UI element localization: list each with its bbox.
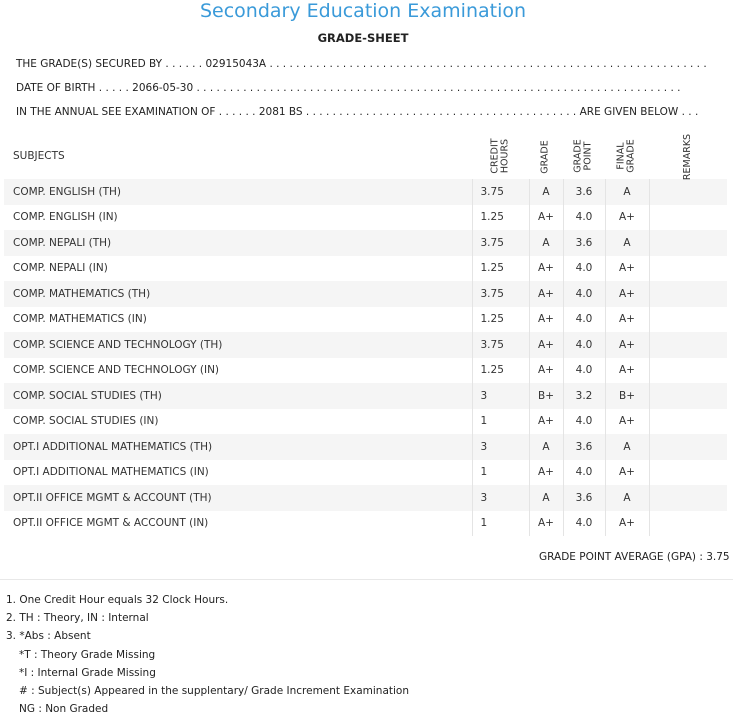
grade-table xyxy=(4,132,727,536)
credit-hours-cell: 3.75 xyxy=(472,179,529,205)
subject-cell: OPT.I ADDITIONAL MATHEMATICS (IN) xyxy=(4,460,472,486)
note-item: # : Subject(s) Appeared in the supplentary/ Grade Increment Examination xyxy=(19,684,409,697)
notes-divider xyxy=(0,579,733,580)
credit-hours-cell: 1.25 xyxy=(472,205,529,231)
credit-hours-header-line1: CREDIT xyxy=(489,137,501,174)
credit-hours-cell: 1 xyxy=(472,511,529,537)
remarks-header xyxy=(649,132,727,179)
grade-point-cell: 3.6 xyxy=(563,230,605,256)
final-grade-cell: A xyxy=(605,485,649,511)
grade-cell: A xyxy=(529,434,563,460)
grade-point-header xyxy=(563,132,605,179)
credit-hours-cell: 3 xyxy=(472,485,529,511)
grade-cell: A+ xyxy=(529,409,563,435)
grade-point-cell: 3.6 xyxy=(563,434,605,460)
final-grade-cell: A+ xyxy=(605,409,649,435)
grade-cell: A xyxy=(529,485,563,511)
table-header-row xyxy=(4,132,727,179)
final-grade-cell: B+ xyxy=(605,383,649,409)
note-item: *I : Internal Grade Missing xyxy=(19,666,156,679)
remarks-cell xyxy=(649,434,727,460)
credit-hours-cell: 3.75 xyxy=(472,230,529,256)
credit-hours-cell: 3 xyxy=(472,434,529,460)
remarks-cell xyxy=(649,256,727,282)
gpa-summary: GRADE POINT AVERAGE (GPA) : 3.75 xyxy=(539,551,730,563)
final-grade-cell: A+ xyxy=(605,460,649,486)
grade-cell: A xyxy=(529,230,563,256)
remarks-cell xyxy=(649,383,727,409)
grade-cell: A+ xyxy=(529,358,563,384)
table-row xyxy=(4,383,727,409)
remarks-cell xyxy=(649,358,727,384)
subject-cell: COMP. NEPALI (IN) xyxy=(4,256,472,282)
table-row xyxy=(4,358,727,384)
table-row xyxy=(4,460,727,486)
credit-hours-cell: 1 xyxy=(472,460,529,486)
notes-list xyxy=(6,591,409,718)
grade-point-header-line2: POINT xyxy=(583,141,594,170)
credit-hours-cell: 3 xyxy=(472,383,529,409)
table-row xyxy=(4,281,727,307)
date-of-birth-line: DATE OF BIRTH . . . . . 2066-05-30 . . . . . . . . . . . . . . . . . . . . . . . . . . . . . . . . . . . . . . . . . . . . . . . . . . . . . . . . . . . . . . . . . . . . . . . . . xyxy=(16,82,681,94)
subject-cell: COMP. SOCIAL STUDIES (IN) xyxy=(4,409,472,435)
grade-point-cell: 4.0 xyxy=(563,358,605,384)
final-grade-header-line1: FINAL xyxy=(616,141,627,170)
note-item: 3. *Abs : Absent xyxy=(6,630,91,643)
table-row xyxy=(4,256,727,282)
table-row xyxy=(4,434,727,460)
note-item: NG : Non Graded xyxy=(19,703,109,716)
grade-point-cell: 4.0 xyxy=(563,332,605,358)
remarks-cell xyxy=(649,205,727,231)
table-row xyxy=(4,409,727,435)
table-row xyxy=(4,511,727,537)
table-row xyxy=(4,485,727,511)
final-grade-cell: A xyxy=(605,434,649,460)
final-grade-header xyxy=(605,132,649,179)
remarks-header-label: REMARKS xyxy=(681,133,693,181)
credit-hours-cell: 3.75 xyxy=(472,332,529,358)
subject-cell: COMP. SOCIAL STUDIES (TH) xyxy=(4,383,472,409)
credit-hours-cell: 1.25 xyxy=(472,307,529,333)
final-grade-cell: A+ xyxy=(605,256,649,282)
grade-cell: B+ xyxy=(529,383,563,409)
subject-cell: COMP. MATHEMATICS (IN) xyxy=(4,307,472,333)
grade-point-cell: 4.0 xyxy=(563,281,605,307)
table-row xyxy=(4,205,727,231)
subject-cell: OPT.I ADDITIONAL MATHEMATICS (TH) xyxy=(4,434,472,460)
grade-point-cell: 4.0 xyxy=(563,511,605,537)
final-grade-cell: A xyxy=(605,179,649,205)
final-grade-cell: A xyxy=(605,230,649,256)
credit-hours-header xyxy=(472,132,529,179)
grade-point-cell: 4.0 xyxy=(563,307,605,333)
remarks-cell xyxy=(649,230,727,256)
grade-header xyxy=(529,132,563,179)
remarks-cell xyxy=(649,485,727,511)
final-grade-cell: A+ xyxy=(605,205,649,231)
remarks-cell xyxy=(649,511,727,537)
subject-cell: COMP. ENGLISH (IN) xyxy=(4,205,472,231)
credit-hours-header-line2: HOURS xyxy=(499,138,511,173)
final-grade-cell: A+ xyxy=(605,358,649,384)
credit-hours-cell: 3.75 xyxy=(472,281,529,307)
final-grade-cell: A+ xyxy=(605,307,649,333)
remarks-cell xyxy=(649,332,727,358)
grade-cell: A+ xyxy=(529,281,563,307)
table-row xyxy=(4,230,727,256)
grade-point-cell: 4.0 xyxy=(563,256,605,282)
credit-hours-cell: 1.25 xyxy=(472,256,529,282)
final-grade-cell: A+ xyxy=(605,332,649,358)
subject-cell: OPT.II OFFICE MGMT & ACCOUNT (TH) xyxy=(4,485,472,511)
table-row xyxy=(4,307,727,333)
grade-cell: A+ xyxy=(529,256,563,282)
subject-cell: COMP. SCIENCE AND TECHNOLOGY (IN) xyxy=(4,358,472,384)
grade-secured-by-line: THE GRADE(S) SECURED BY . . . . . . 02915043A . . . . . . . . . . . . . . . . . . . . . . . . . . . . . . . . . . . . . . . . . . . . . . . . . . . . . . . . . . . . . . . . . . xyxy=(16,58,707,70)
grade-point-cell: 3.6 xyxy=(563,485,605,511)
table-row xyxy=(4,332,727,358)
remarks-cell xyxy=(649,409,727,435)
subject-cell: COMP. ENGLISH (TH) xyxy=(4,179,472,205)
remarks-cell xyxy=(649,179,727,205)
credit-hours-cell: 1.25 xyxy=(472,358,529,384)
grade-cell: A+ xyxy=(529,307,563,333)
grade-cell: A+ xyxy=(529,205,563,231)
grade-cell: A+ xyxy=(529,332,563,358)
final-grade-cell: A+ xyxy=(605,281,649,307)
grade-point-cell: 3.2 xyxy=(563,383,605,409)
credit-hours-cell: 1 xyxy=(472,409,529,435)
subject-cell: COMP. NEPALI (TH) xyxy=(4,230,472,256)
grade-point-cell: 3.6 xyxy=(563,179,605,205)
remarks-cell xyxy=(649,460,727,486)
grade-point-cell: 4.0 xyxy=(563,409,605,435)
grade-cell: A+ xyxy=(529,511,563,537)
grade-sheet-title: GRADE-SHEET xyxy=(317,31,409,45)
note-item: 2. TH : Theory, IN : Internal xyxy=(6,612,149,625)
subject-cell: COMP. MATHEMATICS (TH) xyxy=(4,281,472,307)
subject-cell: COMP. SCIENCE AND TECHNOLOGY (TH) xyxy=(4,332,472,358)
table-row xyxy=(4,179,727,205)
subject-cell: OPT.II OFFICE MGMT & ACCOUNT (IN) xyxy=(4,511,472,537)
grade-header-label: GRADE xyxy=(540,139,551,174)
remarks-cell xyxy=(649,281,727,307)
grade-cell: A xyxy=(529,179,563,205)
subjects-header: SUBJECTS xyxy=(13,149,65,162)
final-grade-cell: A+ xyxy=(605,511,649,537)
note-item: 1. One Credit Hour equals 32 Clock Hours. xyxy=(6,594,229,606)
annual-exam-line: IN THE ANNUAL SEE EXAMINATION OF . . . . . . 2081 BS . . . . . . . . . . . . . . . . . . . . . . . . . . . . . . . . . . . . . . . . . ARE GIVEN BELOW . . . xyxy=(16,106,699,118)
remarks-cell xyxy=(649,307,727,333)
grade-point-cell: 4.0 xyxy=(563,460,605,486)
note-item: *T : Theory Grade Missing xyxy=(19,648,156,661)
grade-point-header-line1: GRADE xyxy=(573,138,584,173)
grade-cell: A+ xyxy=(529,460,563,486)
final-grade-header-line2: GRADE xyxy=(626,138,637,173)
exam-title: Secondary Education Examination xyxy=(199,0,527,22)
grade-point-cell: 4.0 xyxy=(563,205,605,231)
